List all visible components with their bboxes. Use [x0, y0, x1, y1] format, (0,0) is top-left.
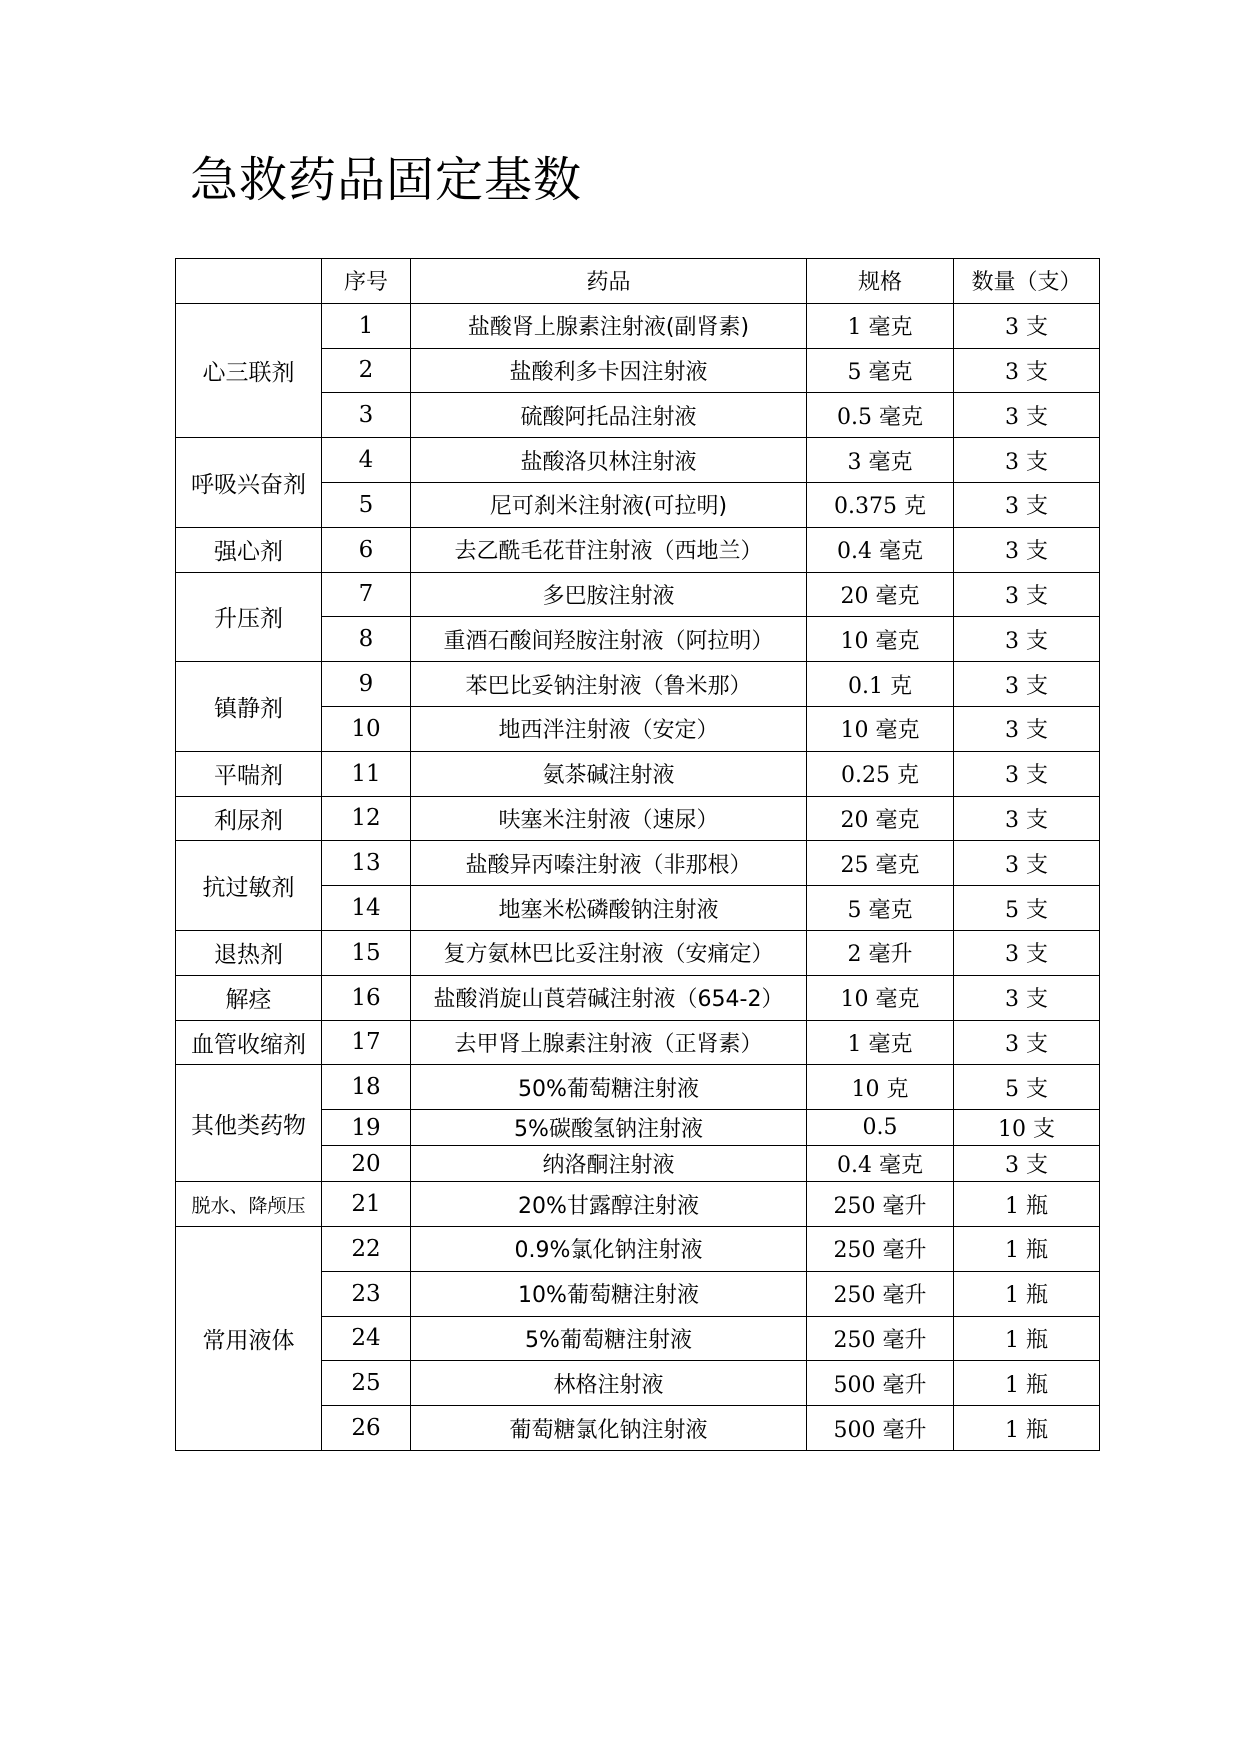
no-cell: 11 — [322, 751, 411, 796]
drug-name-cell: 0.9%氯化钠注射液 — [411, 1226, 807, 1271]
header-no: 序号 — [322, 259, 411, 304]
drug-name-cell: 葡萄糖氯化钠注射液 — [411, 1406, 807, 1451]
qty-cell: 3 支 — [954, 438, 1100, 483]
drug-name-cell: 硫酸阿托品注射液 — [411, 393, 807, 438]
no-cell: 4 — [322, 438, 411, 483]
spec-cell: 250 毫升 — [807, 1226, 954, 1271]
table-row — [176, 1020, 1100, 1065]
spec-cell: 25 毫克 — [807, 841, 954, 886]
spec-cell: 2 毫升 — [807, 930, 954, 975]
drug-name-cell: 盐酸洛贝林注射液 — [411, 438, 807, 483]
qty-cell: 3 支 — [954, 1146, 1100, 1182]
table-row — [176, 1182, 1100, 1227]
qty-cell: 3 支 — [954, 617, 1100, 662]
table-row — [176, 1226, 1100, 1271]
no-cell: 8 — [322, 617, 411, 662]
qty-cell: 3 支 — [954, 841, 1100, 886]
no-cell: 17 — [322, 1020, 411, 1065]
qty-cell: 3 支 — [954, 706, 1100, 751]
qty-cell: 5 支 — [954, 1065, 1100, 1110]
header-spec: 规格 — [807, 259, 954, 304]
drug-name-cell: 尼可刹米注射液(可拉明) — [411, 482, 807, 527]
drug-name-cell: 20%甘露醇注射液 — [411, 1182, 807, 1227]
drug-name-cell: 盐酸肾上腺素注射液(副肾素) — [411, 303, 807, 348]
drug-name-cell: 5%葡萄糖注射液 — [411, 1316, 807, 1361]
spec-cell: 10 毫克 — [807, 617, 954, 662]
no-cell: 18 — [322, 1065, 411, 1110]
table-body — [176, 303, 1100, 1450]
qty-cell: 1 瓶 — [954, 1226, 1100, 1271]
no-cell: 25 — [322, 1361, 411, 1406]
category-cell: 血管收缩剂 — [176, 1020, 322, 1065]
spec-cell: 20 毫克 — [807, 572, 954, 617]
spec-cell: 5 毫克 — [807, 886, 954, 931]
no-cell: 14 — [322, 886, 411, 931]
no-cell: 1 — [322, 303, 411, 348]
spec-cell: 20 毫克 — [807, 796, 954, 841]
category-cell: 解痉 — [176, 975, 322, 1020]
header-category — [176, 259, 322, 304]
qty-cell: 3 支 — [954, 348, 1100, 393]
drug-name-cell: 氨茶碱注射液 — [411, 751, 807, 796]
no-cell: 20 — [322, 1146, 411, 1182]
qty-cell: 1 瓶 — [954, 1182, 1100, 1227]
category-cell: 脱水、降颅压 — [176, 1182, 322, 1227]
no-cell: 16 — [322, 975, 411, 1020]
qty-cell: 3 支 — [954, 751, 1100, 796]
no-cell: 3 — [322, 393, 411, 438]
no-cell: 7 — [322, 572, 411, 617]
qty-cell: 3 支 — [954, 1020, 1100, 1065]
no-cell: 15 — [322, 930, 411, 975]
drug-name-cell: 10%葡萄糖注射液 — [411, 1271, 807, 1316]
qty-cell: 5 支 — [954, 886, 1100, 931]
drug-name-cell: 50%葡萄糖注射液 — [411, 1065, 807, 1110]
qty-cell: 3 支 — [954, 482, 1100, 527]
no-cell: 13 — [322, 841, 411, 886]
category-cell: 常用液体 — [176, 1226, 322, 1450]
spec-cell: 10 毫克 — [807, 706, 954, 751]
table-row — [176, 751, 1100, 796]
spec-cell: 0.5 毫克 — [807, 393, 954, 438]
table-row — [176, 303, 1100, 348]
spec-cell: 0.25 克 — [807, 751, 954, 796]
no-cell: 19 — [322, 1110, 411, 1146]
drug-name-cell: 盐酸利多卡因注射液 — [411, 348, 807, 393]
table-header-row — [176, 259, 1100, 304]
no-cell: 10 — [322, 706, 411, 751]
qty-cell: 1 瓶 — [954, 1361, 1100, 1406]
category-cell: 平喘剂 — [176, 751, 322, 796]
qty-cell: 1 瓶 — [954, 1316, 1100, 1361]
no-cell: 2 — [322, 348, 411, 393]
table-row — [176, 841, 1100, 886]
spec-cell: 5 毫克 — [807, 348, 954, 393]
category-cell: 镇静剂 — [176, 662, 322, 752]
no-cell: 9 — [322, 662, 411, 707]
spec-cell: 250 毫升 — [807, 1271, 954, 1316]
no-cell: 24 — [322, 1316, 411, 1361]
no-cell: 23 — [322, 1271, 411, 1316]
qty-cell: 3 支 — [954, 975, 1100, 1020]
qty-cell: 3 支 — [954, 930, 1100, 975]
drug-name-cell: 重酒石酸间羟胺注射液（阿拉明） — [411, 617, 807, 662]
spec-cell: 10 克 — [807, 1065, 954, 1110]
table-row — [176, 438, 1100, 483]
category-cell: 强心剂 — [176, 527, 322, 572]
spec-cell: 1 毫克 — [807, 1020, 954, 1065]
drug-name-cell: 盐酸消旋山莨菪碱注射液（654-2） — [411, 975, 807, 1020]
qty-cell: 3 支 — [954, 796, 1100, 841]
category-cell: 抗过敏剂 — [176, 841, 322, 931]
table-row — [176, 975, 1100, 1020]
table-row — [176, 662, 1100, 707]
drug-name-cell: 复方氨林巴比妥注射液（安痛定） — [411, 930, 807, 975]
spec-cell: 1 毫克 — [807, 303, 954, 348]
table-row — [176, 796, 1100, 841]
drug-name-cell: 呋塞米注射液（速尿） — [411, 796, 807, 841]
category-cell: 升压剂 — [176, 572, 322, 662]
no-cell: 26 — [322, 1406, 411, 1451]
spec-cell: 250 毫升 — [807, 1182, 954, 1227]
drug-name-cell: 去甲肾上腺素注射液（正肾素） — [411, 1020, 807, 1065]
qty-cell: 3 支 — [954, 303, 1100, 348]
header-qty: 数量（支） — [954, 259, 1100, 304]
table-row — [176, 930, 1100, 975]
drug-name-cell: 多巴胺注射液 — [411, 572, 807, 617]
table-row — [176, 527, 1100, 572]
qty-cell: 3 支 — [954, 572, 1100, 617]
spec-cell: 10 毫克 — [807, 975, 954, 1020]
no-cell: 12 — [322, 796, 411, 841]
drug-name-cell: 林格注射液 — [411, 1361, 807, 1406]
qty-cell: 3 支 — [954, 393, 1100, 438]
drug-name-cell: 纳洛酮注射液 — [411, 1146, 807, 1182]
spec-cell: 500 毫升 — [807, 1361, 954, 1406]
drug-name-cell: 地西泮注射液（安定） — [411, 706, 807, 751]
no-cell: 5 — [322, 482, 411, 527]
qty-cell: 3 支 — [954, 527, 1100, 572]
spec-cell: 0.375 克 — [807, 482, 954, 527]
drug-name-cell: 去乙酰毛花苷注射液（西地兰） — [411, 527, 807, 572]
spec-cell: 0.4 毫克 — [807, 1146, 954, 1182]
spec-cell: 0.4 毫克 — [807, 527, 954, 572]
spec-cell: 0.1 克 — [807, 662, 954, 707]
spec-cell: 3 毫克 — [807, 438, 954, 483]
qty-cell: 1 瓶 — [954, 1271, 1100, 1316]
drug-table — [175, 258, 1100, 1451]
header-drug: 药品 — [411, 259, 807, 304]
no-cell: 6 — [322, 527, 411, 572]
qty-cell: 3 支 — [954, 662, 1100, 707]
table-row — [176, 1065, 1100, 1110]
drug-name-cell: 苯巴比妥钠注射液（鲁米那） — [411, 662, 807, 707]
spec-cell: 0.5 — [807, 1110, 954, 1146]
drug-name-cell: 地塞米松磷酸钠注射液 — [411, 886, 807, 931]
category-cell: 心三联剂 — [176, 303, 322, 437]
table-row — [176, 572, 1100, 617]
category-cell: 其他类药物 — [176, 1065, 322, 1182]
drug-name-cell: 盐酸异丙嗪注射液（非那根） — [411, 841, 807, 886]
spec-cell: 500 毫升 — [807, 1406, 954, 1451]
qty-cell: 1 瓶 — [954, 1406, 1100, 1451]
spec-cell: 250 毫升 — [807, 1316, 954, 1361]
category-cell: 利尿剂 — [176, 796, 322, 841]
page-title: 急救药品固定基数 — [190, 152, 583, 208]
qty-cell: 10 支 — [954, 1110, 1100, 1146]
no-cell: 21 — [322, 1182, 411, 1227]
no-cell: 22 — [322, 1226, 411, 1271]
category-cell: 退热剂 — [176, 930, 322, 975]
drug-name-cell: 5%碳酸氢钠注射液 — [411, 1110, 807, 1146]
category-cell: 呼吸兴奋剂 — [176, 438, 322, 528]
